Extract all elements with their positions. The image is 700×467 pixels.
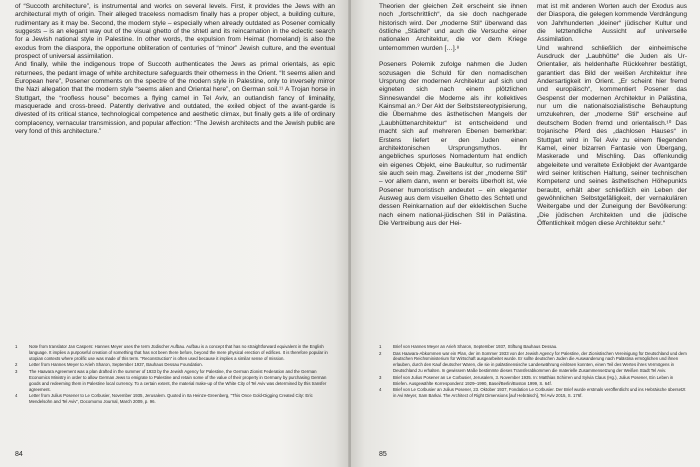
footnote [379,351,689,375]
footnote-number: 1 [379,344,382,349]
left-paragraph-2: And finally, while the indigenous trope of Succoth authenticates the Jews as primal orientals, as epic returnees, the pedant image of white architecture safeguards their otherness in the Orient. “It seems alien and European here”, Posener comments on the spectre of the modern style in Palestine, only to inversely mirror the Nazi allegation that the modern style “seems alien and Oriental here”, on German soil.¹¹ A Trojan horse in Stuttgart, the “roofless house” becomes a flying camel in Tel Aviv, an outlandish fancy of liminality, masquerade and cross-breed. Patently derivative and outdated, the exiled object of the avant-garde is divested of its critical stance, technological competence and aesthetic climax, but finally gets a life of ordinary complacency, vernacular transmission, and popular affection: “The Jewish architects and the Jewish public are very fond of this architecture.” [15,61,335,136]
footnote-number: 1 [15,344,18,349]
right-column-1 [379,3,527,228]
footnote-text: Note from translator Jan Caspers: Hannes Meyer uses the term Jüdischer Aufbau. Aufbau is a concept that has no straightforward equivalent in the English language. It implies a purposeful creation of something that has not been there before, beyond the mere physical erection of edifices. It is therefore popular in utopian contexts where prolific use was made of this term. “Reconstruction” is often used because it implies a similar sense of mission. [29,344,328,361]
footnote-number: 3 [379,374,382,380]
left-body-text [15,3,335,137]
right-col1-paragraph-1: Theorien der gleichen Zeit erscheint sie ihnen noch „fortschrittlich“, da sie doch nachgerade historisch wird. Der „moderne Stil“ überwand das östliche „Städtel“ und auch die Versuche einer nationalen Architektur, die vor dem Kriege unternommen wurden […].⁸ [379,3,527,52]
footnote-text: Letter from Hannes Meyer to Arieh Sharon, September 1937, Bauhaus Dessau Foundation. [29,362,203,368]
page-number-right: 85 [379,451,387,458]
footnote-number: 3 [15,368,18,374]
footnote-text: The Haavara Agreement was a plan drafted in the summer of 1933 by the Jewish Agency for Palestine, the German Zionist Federation and the German Economics Ministry in order to allow German Jews to emigrate to Palestine and retain some of the value of their property in Germany by purchasing German goods and redeeming them in Palestine local currency. To a certain extent, the material make-up of the White City of Tel Aviv was determined by this transfer agreement. [29,368,327,392]
footnote-number: 4 [379,387,382,393]
footnote [15,344,335,362]
footnote-text: Brief von Le Corbusier an Julius Posener, 23. Oktober 1937, Fondation Le Corbusier. Der Brief wurde erstmals veröffentlicht und ins Hebräische übersetzt in Avi Meyer, Sam Barkai. The Architect of Right Dimensions [auf Hebräisch], Tel Aviv 2015, S. 176f. [393,387,686,399]
footnote-number: 2 [15,362,18,368]
footnote [379,344,689,350]
footnote-text: Brief von Julius Posener an Le Corbusier, Jerusalem, 3. November 1935. In: Matthias Schirren und Sylvia Claus (Hg.), Julius Posener, Ein Leben in Briefen. Ausgewählte Korrespondenz 1929–1990, Basel/Berlin/Boston 1999, S. 64f. [393,374,674,386]
right-footnotes [379,344,689,400]
footnote-text: Letter from Julius Posener to Le Corbusier, November 1935, Jerusalem. Quoted in Ita Heinze-Greenberg, “This Once Gold-Digging Created City: Eric Mendelsohn and Tel Aviv”, Docomomo Journal, March 2009, p. 96. [29,393,313,404]
footnote [15,393,335,405]
right-col2-paragraph-1: mat ist mit anderen Worten auch der Exodus aus der Diaspora, die gelegen kommende Verdrängung von Jahrhunderten „kleiner“ jüdischer Kultur und die letztendliche Aussicht auf universelle Assimilation. [537,3,687,44]
footnote-text: Das Haavara-Abkommen war ein Plan, der im Sommer 1933 von der Jewish Agency for Palestine, der Zionistischen Vereinigung für Deutschland und dem deutschen Reichsministerium für Wirtschaft ausgearbeitet wurde. Er sollte deutschen Juden die Auswanderung nach Palästina ermöglichen und ihnen erlauben, durch den Kauf deutscher Waren, die sie in palästinensische Landeswährung einlösen konnten, einen Teil des Wertes ihres Vermögens in Deutschland zu erhalten. In gewissem Maße bestimmte dieses Transferabkommen die materielle Zusammensetzung der Weißen Stadt Tel Aviv. [393,350,687,374]
footnote-number: 2 [379,350,382,356]
footnote [379,387,689,399]
footnote [15,362,335,368]
footnote-number: 4 [15,393,18,399]
right-page [351,0,700,467]
page-number-left: 84 [15,451,23,458]
footnote-text: Brief von Hannes Meyer an Arieh Sharon, September 1937, Stiftung Bauhaus Dessau. [393,344,558,349]
left-paragraph-1: of “Succoth architecture”, is instrumental and works on several levels. First, it provides the Jews with an architectural myth of origin. Their alleged traceless nomadism finally has a proper object, a building culture, rudimentary as it may be. Second, the modern style – especially when already outdated as Posener comically suggests – is an elegant way out of the visual ghetto of the shtetl and its reincarnation in the eclectic search for a Jewish national style in Palestine. In other words, the expulsion from Heimat (homeland) is also the exodus from the diaspora, the opportune obliteration of centuries of “minor” Jewish culture, and the eventual prospect of universal assimilation. [15,3,335,61]
footnote [15,369,335,393]
right-col2-paragraph-2: Und wahrend schließlich der einheimische Ausdruck der „Laubhütte“ die Juden als Ur-Orientalier, als heldenhafte Rückkehrer bestätigt, garantiert das Bild der weißen Architektur ihre Andersartigkeit im Orient. „Er scheint hier fremd und europäisch“, kommentiert Posener das Gespenst der modernen Architektur in Palästina, nur um die nationalsozialistische Behauptung umzukehren, der „moderne Stil“ erscheine auf deutschem Boden fremd und orientalisch.¹⁰ Das trojanische Pferd des „dachlosen Hauses“ in Stuttgart wird in Tel Aviv zu einem fliegenden Kamel, einer bizarren Fantasie von Übergang, Maskerade und Mischling. Das offenkundig abgeleitete und veraltete Exilobjekt der Avantgarde wird seiner kritischen Haltung, seiner technischen Kompetenz und seines ästhetischen Höhepunkts beraubt, erhält aber schließlich ein Leben der gewöhnlichen Selbstgefälligkeit, der vernakulären Weitergabe und der Zuneigung der Bevölkerung: „Die jüdischen Architekten und die jüdische Öffentlichkeit mögen diese Architektur sehr.“ [537,44,687,227]
footnote [379,375,689,387]
left-footnotes [15,344,335,405]
left-page [0,0,349,467]
right-column-2 [537,3,687,228]
right-col1-paragraph-2: Poseners Polemik zufolge nahmen die Juden sozusagen die Schuld für den nomadischen Ursprung der modernen Architektur auf sich und eigneten sich nach einem plötzlichen Sinneswandel die Moderne als ihr kollektives Kainsmal an.⁹ Der Akt der Selbststereotypisierung, die Übernahme des ästhetischen Mangels der „Laubhüttenarchitektur“ ist entscheidend und macht sich auf mehreren Ebenen bemerkbar: Erstens liefert er den Juden einen architektonischen Ursprungsmythos. Ihr angebliches spurloses Nomadentum hat endlich ein eigenes Objekt, eine Baukultur, so rudimentär sie auch sein mag. Zweitens ist der „moderne Stil“ – vor allem dann, wenn er bereits überholt ist, wie Posener humoristisch andeutet – ein eleganter Ausweg aus dem visuellen Ghetto des Schtetl und dessen Reinkarnation auf der eklektischen Suche nach einem national-jüdischen Stil in Palästina. Die Vertreibung aus der Hei- [379,61,527,227]
